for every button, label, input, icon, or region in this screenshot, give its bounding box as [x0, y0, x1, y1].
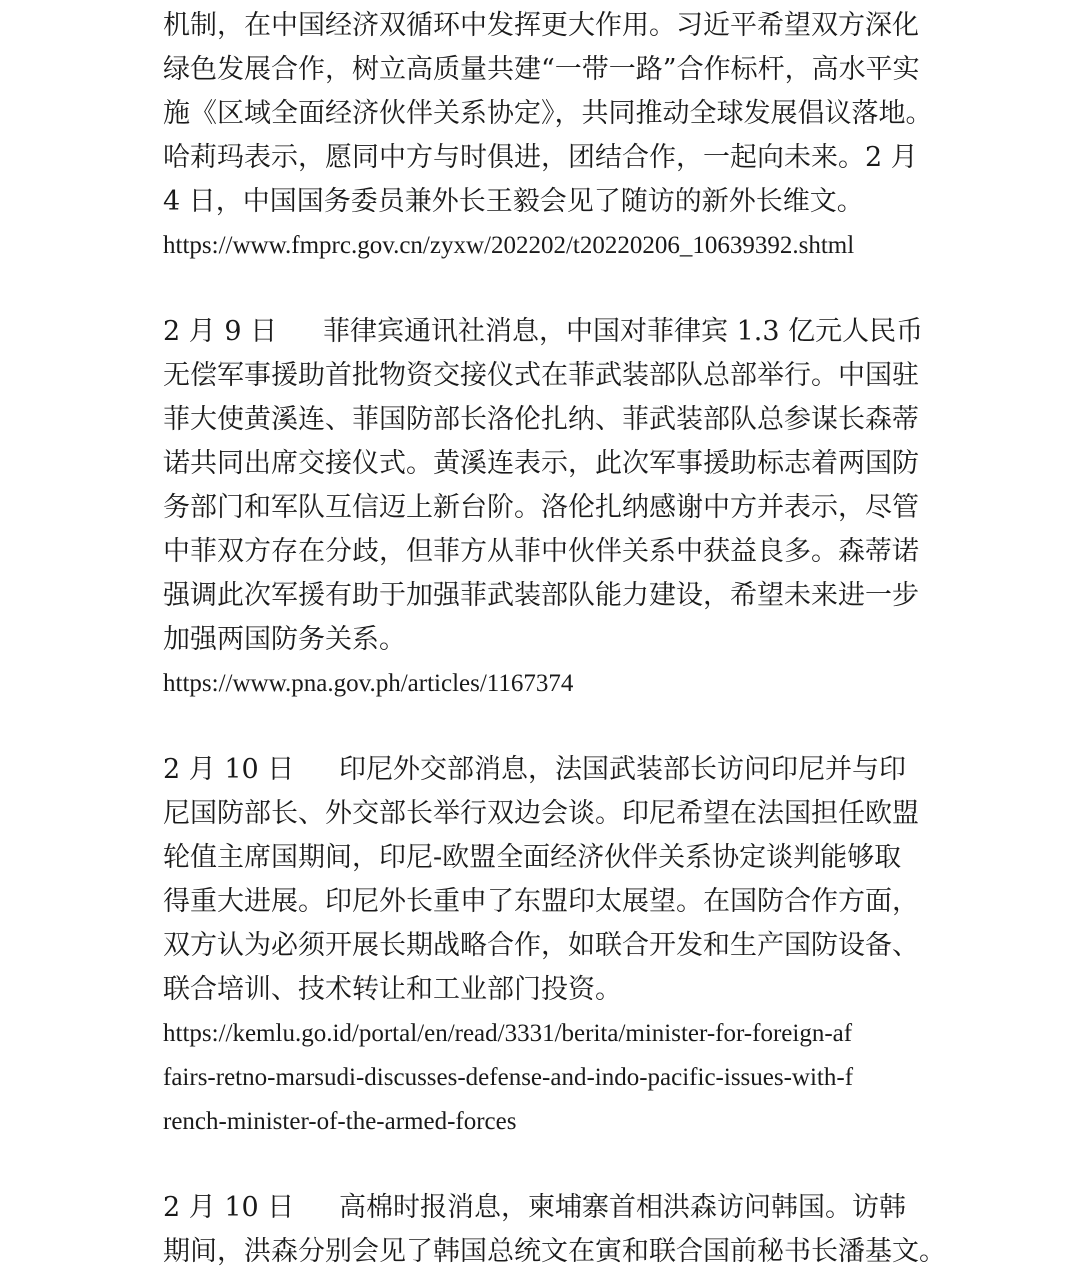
paragraph-text: 印尼外交部消息，法国武装部长访问印尼并与印 — [339, 754, 906, 785]
news-paragraph-3 — [163, 748, 923, 1144]
paragraph-text: 高棉时报消息，柬埔寨首相洪森访问韩国。访韩 — [339, 1192, 906, 1223]
paragraph-line: 强调此次军援有助于加强菲武装部队能力建设，希望未来进一步 — [163, 580, 919, 611]
paragraph-line: 无偿军事援助首批物资交接仪式在菲武装部队总部举行。中国驻 — [163, 360, 919, 391]
document-body — [163, 4, 946, 1274]
paragraph-spacer — [163, 1144, 923, 1186]
entry-date: 2 月 9 日 — [163, 316, 278, 347]
paragraph-line: 期间，洪森分别会见了韩国总统文在寅和联合国前秘书长潘基文。 — [163, 1236, 946, 1267]
source-url[interactable]: https://kemlu.go.id/portal/en/read/3331/berita/minister-for-foreign-af — [163, 1020, 853, 1047]
paragraph-line — [163, 1186, 923, 1230]
news-paragraph-4 — [163, 1186, 946, 1274]
paragraph-line — [163, 310, 923, 354]
news-paragraph-1 — [163, 4, 933, 268]
entry-date: 2 月 10 日 — [163, 754, 295, 785]
source-url-continued[interactable]: fairs-retno-marsudi-discusses-defense-and-indo-pacific-issues-with-f — [163, 1064, 854, 1091]
paragraph-line: 菲大使黄溪连、菲国防部长洛伦扎纳、菲武装部队总参谋长森蒂 — [163, 404, 919, 435]
source-url-continued[interactable]: rench-minister-of-the-armed-forces — [163, 1108, 517, 1135]
paragraph-line: 得重大进展。印尼外长重申了东盟印太展望。在国防合作方面， — [163, 886, 919, 917]
paragraph-line: 务部门和军队互信迈上新台阶。洛伦扎纳感谢中方并表示，尽管 — [163, 492, 919, 523]
paragraph-line: 双方认为必须开展长期战略合作，如联合开发和生产国防设备、 — [163, 930, 919, 961]
paragraph-line: 绿色发展合作，树立高质量共建“一带一路”合作标杆，高水平实 — [163, 54, 920, 85]
paragraph-line: 加强两国防务关系。 — [163, 624, 406, 655]
paragraph-line: 哈莉玛表示，愿同中方与时俱进，团结合作，一起向未来。2 月 — [163, 142, 918, 173]
paragraph-line: 4 日，中国国务委员兼外长王毅会见了随访的新外长维文。 — [163, 186, 864, 217]
paragraph-spacer — [163, 706, 923, 748]
source-url[interactable]: https://www.fmprc.gov.cn/zyxw/202202/t20220206_10639392.shtml — [163, 232, 855, 259]
paragraph-spacer — [163, 268, 923, 310]
paragraph-line: 机制，在中国经济双循环中发挥更大作用。习近平希望双方深化 — [163, 10, 919, 41]
paragraph-line: 诺共同出席交接仪式。黄溪连表示，此次军事援助标志着两国防 — [163, 448, 919, 479]
source-url[interactable]: https://www.pna.gov.ph/articles/1167374 — [163, 670, 574, 697]
paragraph-line: 中菲双方存在分歧，但菲方从菲中伙伴关系中获益良多。森蒂诺 — [163, 536, 919, 567]
paragraph-line — [163, 748, 923, 792]
paragraph-line: 轮值主席国期间，印尼-欧盟全面经济伙伴关系协定谈判能够取 — [163, 842, 902, 873]
paragraph-text: 菲律宾通讯社消息，中国对菲律宾 1.3 亿元人民币 — [323, 316, 924, 347]
entry-date: 2 月 10 日 — [163, 1192, 295, 1223]
paragraph-line: 施《区域全面经济伙伴关系协定》，共同推动全球发展倡议落地。 — [163, 98, 933, 129]
news-paragraph-2 — [163, 310, 923, 706]
paragraph-line: 联合培训、技术转让和工业部门投资。 — [163, 974, 622, 1005]
paragraph-line: 尼国防部长、外交部长举行双边会谈。印尼希望在法国担任欧盟 — [163, 798, 919, 829]
